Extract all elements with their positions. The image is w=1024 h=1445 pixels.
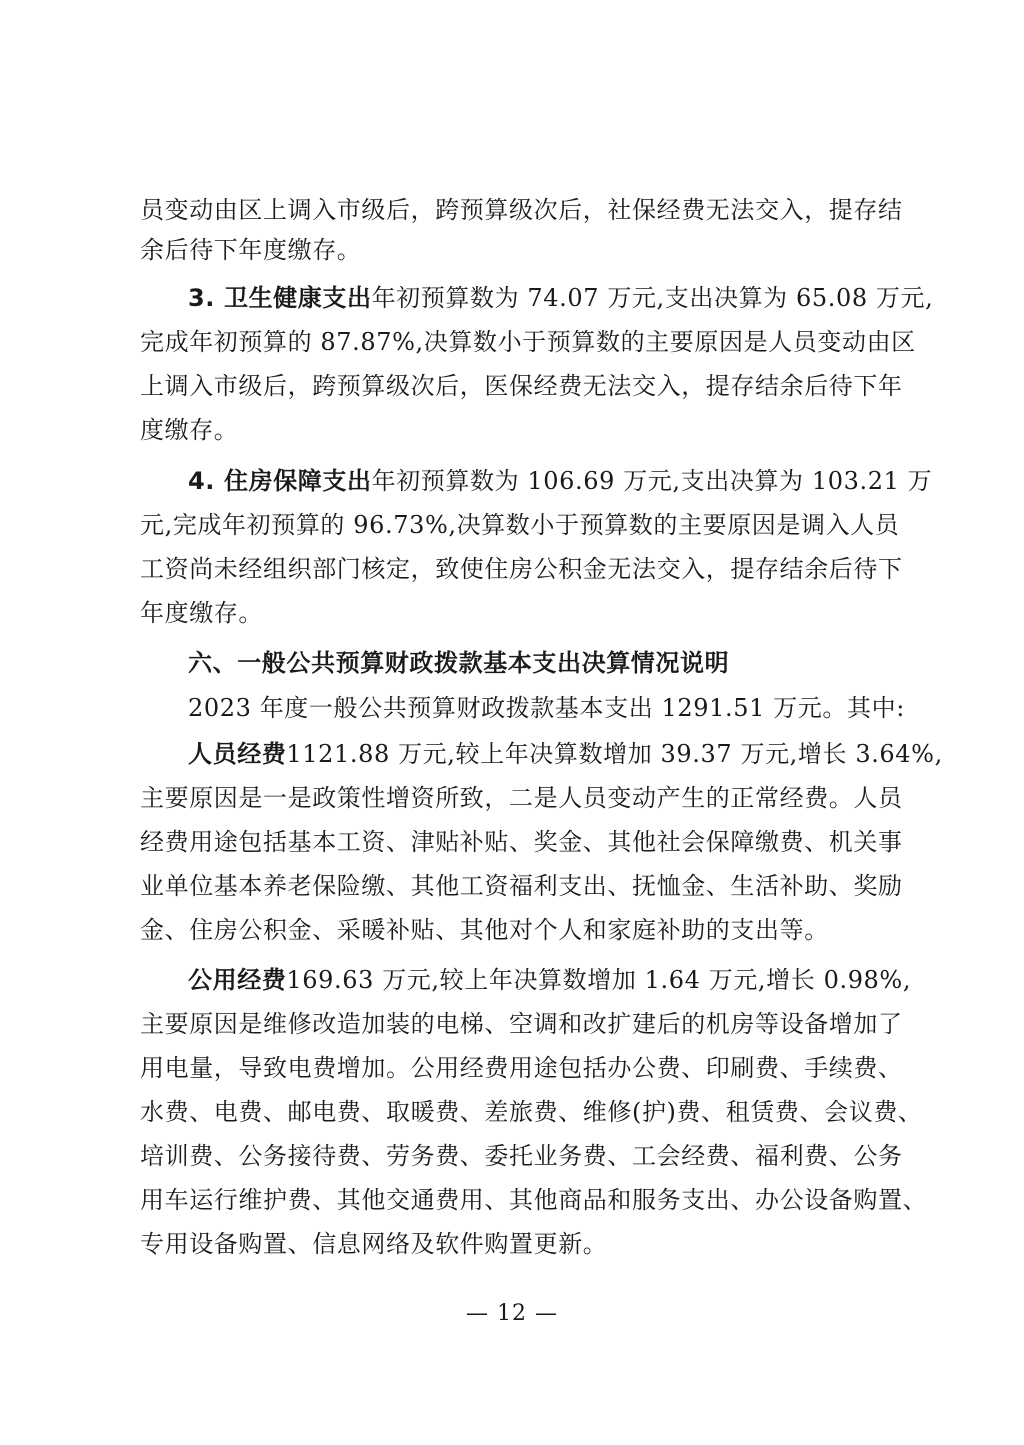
paragraph-line: 培训费、公务接待费、劳务费、委托业务费、工会经费、福利费、公务 <box>140 1142 903 1170</box>
personnel-expense-label: 人员经费 <box>188 740 287 768</box>
paragraph-line <box>188 461 933 501</box>
section-heading: 六、一般公共预算财政拨款基本支出决算情况说明 <box>188 649 730 677</box>
paragraph-text: 1121.88 万元,较上年决算数增加 39.37 万元,增长 3.64%, <box>286 740 943 768</box>
paragraph-line: 工资尚未经组织部门核定，致使住房公积金无法交入，提存结余后待下 <box>140 555 903 583</box>
paragraph-line <box>188 278 934 318</box>
paragraph-line: 年度缴存。 <box>140 599 263 627</box>
paragraph-line: 元,完成年初预算的 96.73%,决算数小于预算数的主要原因是调入人员 <box>140 511 900 539</box>
paragraph-line: 主要原因是维修改造加装的电梯、空调和改扩建后的机房等设备增加了 <box>140 1010 903 1038</box>
paragraph-line <box>188 734 943 774</box>
paragraph-text: 年初预算数为 74.07 万元,支出决算为 65.08 万元, <box>371 284 934 312</box>
paragraph-text: 年初预算数为 106.69 万元,支出决算为 103.21 万 <box>371 467 933 495</box>
paragraph-line: 经费用途包括基本工资、津贴补贴、奖金、其他社会保障缴费、机关事 <box>140 828 903 856</box>
paragraph-line: 用电量，导致电费增加。公用经费用途包括办公费、印刷费、手续费、 <box>140 1054 903 1082</box>
paragraph-line: 主要原因是一是政策性增资所致，二是人员变动产生的正常经费。人员 <box>140 784 903 812</box>
paragraph-line: 余后待下年度缴存。 <box>140 236 362 264</box>
paragraph-line: 金、住房公积金、采暖补贴、其他对个人和家庭补助的支出等。 <box>140 916 829 944</box>
paragraph-line: 业单位基本养老保险缴、其他工资福利支出、抚恤金、生活补助、奖励 <box>140 872 903 900</box>
paragraph-line: 上调入市级后，跨预算级次后，医保经费无法交入，提存结余后待下年 <box>140 372 903 400</box>
paragraph-line: 完成年初预算的 87.87%,决算数小于预算数的主要原因是人员变动由区 <box>140 328 916 356</box>
paragraph-line: 员变动由区上调入市级后，跨预算级次后，社保经费无法交入，提存结 <box>140 196 903 224</box>
housing-expense-label: 4. 住房保障支出 <box>188 467 372 495</box>
paragraph-line: 水费、电费、邮电费、取暖费、差旅费、维修(护)费、租赁费、会议费、 <box>140 1098 923 1126</box>
paragraph-line: 2023 年度一般公共预算财政拨款基本支出 1291.51 万元。其中: <box>188 694 905 722</box>
paragraph-line <box>188 960 912 1000</box>
page-number: — 12 — <box>466 1301 558 1326</box>
paragraph-line: 用车运行维护费、其他交通费用、其他商品和服务支出、办公设备购置、 <box>140 1186 928 1214</box>
health-expense-label: 3. 卫生健康支出 <box>188 284 372 312</box>
paragraph-line: 专用设备购置、信息网络及软件购置更新。 <box>140 1230 608 1258</box>
public-expense-label: 公用经费 <box>188 966 287 994</box>
paragraph-line: 度缴存。 <box>140 416 239 444</box>
paragraph-text: 169.63 万元,较上年决算数增加 1.64 万元,增长 0.98%, <box>286 966 912 994</box>
